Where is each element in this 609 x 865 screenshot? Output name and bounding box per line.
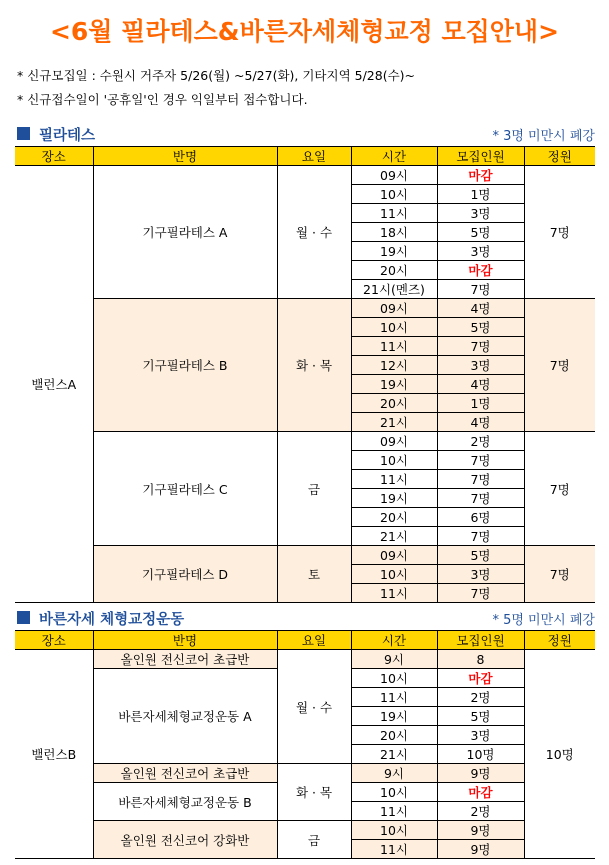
time-cell: 18시: [351, 223, 437, 242]
enrollment-cell: 마감: [437, 783, 524, 802]
pilates-table: [15, 146, 595, 603]
enrollment-cell: 5명: [437, 707, 524, 726]
time-cell: 20시: [351, 508, 437, 527]
time-cell: 11시: [351, 204, 437, 223]
time-cell: 11시: [351, 584, 437, 603]
table-row: [15, 299, 595, 318]
enrollment-cell: 7명: [437, 470, 524, 489]
time-cell: 09시: [351, 546, 437, 565]
col-header-venue: 장소: [15, 147, 93, 166]
enrollment-cell: 3명: [437, 565, 524, 584]
enrollment-cell: 마감: [437, 261, 524, 280]
enrollment-cell: 6명: [437, 508, 524, 527]
page-title: <6월 필라테스&바른자세체형교정 모집안내>: [49, 17, 560, 46]
venue-cell: 밸런스B: [15, 650, 93, 859]
enrollment-cell: 5명: [437, 223, 524, 242]
class-name-cell: 기구필라테스 D: [93, 546, 277, 603]
time-cell: 09시: [351, 299, 437, 318]
enrollment-cell: 5명: [437, 546, 524, 565]
class-name-cell: 바른자세체형교정운동 A: [93, 669, 277, 764]
capacity-cell: 7명: [524, 299, 595, 432]
class-name-cell: 올인원 전신코어 초급반: [93, 650, 277, 669]
enrollment-cell: 2명: [437, 688, 524, 707]
table-row: [15, 166, 595, 185]
col-header-class: 반명: [93, 147, 277, 166]
class-name-cell: 기구필라테스 A: [93, 166, 277, 299]
days-cell: 금: [277, 821, 351, 859]
enrollment-cell: 3명: [437, 204, 524, 223]
time-cell: 20시: [351, 261, 437, 280]
time-cell: 10시: [351, 185, 437, 204]
enrollment-cell: 2명: [437, 432, 524, 451]
col-header-days: 요일: [277, 631, 351, 650]
enrollment-cell: 9명: [437, 840, 524, 859]
col-header-class: 반명: [93, 631, 277, 650]
days-cell: 화 · 목: [277, 299, 351, 432]
col-header-time: 시간: [351, 147, 437, 166]
enrollment-cell: 4명: [437, 299, 524, 318]
cancellation-note: * 5명 미만시 폐강: [492, 613, 595, 628]
capacity-cell: 7명: [524, 546, 595, 603]
time-cell: 09시: [351, 166, 437, 185]
table-row: [15, 821, 595, 840]
time-cell: 10시: [351, 669, 437, 688]
section-title: 바른자세 체형교정운동: [39, 612, 185, 628]
enrollment-cell: 9명: [437, 821, 524, 840]
class-name-cell: 바른자세체형교정운동 B: [93, 783, 277, 821]
venue-cell: 밸런스A: [15, 166, 93, 603]
posture-table: [15, 630, 595, 859]
enrollment-cell: 3명: [437, 726, 524, 745]
table-row: [15, 650, 595, 669]
posture-section-header: [15, 608, 595, 628]
class-name-cell: 기구필라테스 C: [93, 432, 277, 546]
days-cell: 월 · 수: [277, 650, 351, 764]
time-cell: 09시: [351, 432, 437, 451]
time-cell: 11시: [351, 802, 437, 821]
time-cell: 21시(멘즈): [351, 280, 437, 299]
time-cell: 11시: [351, 688, 437, 707]
enrollment-cell: 8: [437, 650, 524, 669]
col-header-venue: 장소: [15, 631, 93, 650]
table-row: [15, 546, 595, 565]
class-name-cell: 올인원 전신코어 강화반: [93, 821, 277, 859]
col-header-enrollment: 모집인원: [437, 147, 524, 166]
table-row: [15, 432, 595, 451]
section-square-icon: [17, 127, 30, 140]
capacity-cell: 7명: [524, 166, 595, 299]
time-cell: 9시: [351, 764, 437, 783]
col-header-days: 요일: [277, 147, 351, 166]
time-cell: 11시: [351, 337, 437, 356]
time-cell: 19시: [351, 375, 437, 394]
enrollment-cell: 마감: [437, 166, 524, 185]
days-cell: 월 · 수: [277, 166, 351, 299]
col-header-enrollment: 모집인원: [437, 631, 524, 650]
recruit-date-note: * 신규모집일 : 수원시 거주자 5/26(월) ~5/27(화), 기타지역 5/28(수)~: [17, 68, 415, 83]
section-square-icon: [17, 611, 30, 624]
capacity-cell: 10명: [524, 650, 595, 859]
col-header-time: 시간: [351, 631, 437, 650]
time-cell: 9시: [351, 650, 437, 669]
time-cell: 10시: [351, 783, 437, 802]
class-name-cell: 올인원 전신코어 초급반: [93, 764, 277, 783]
col-header-capacity: 정원: [524, 631, 595, 650]
time-cell: 21시: [351, 413, 437, 432]
time-cell: 19시: [351, 489, 437, 508]
table-row: [15, 764, 595, 783]
enrollment-cell: 9명: [437, 764, 524, 783]
time-cell: 20시: [351, 726, 437, 745]
enrollment-cell: 3명: [437, 242, 524, 261]
enrollment-cell: 4명: [437, 375, 524, 394]
holiday-note: * 신규접수일이 '공휴일'인 경우 익일부터 접수합니다.: [17, 92, 308, 107]
time-cell: 10시: [351, 318, 437, 337]
capacity-cell: 7명: [524, 432, 595, 546]
enrollment-cell: 7명: [437, 584, 524, 603]
time-cell: 12시: [351, 356, 437, 375]
enrollment-cell: 1명: [437, 185, 524, 204]
enrollment-cell: 7명: [437, 527, 524, 546]
cancellation-note: * 3명 미만시 폐강: [492, 129, 595, 144]
class-name-cell: 기구필라테스 B: [93, 299, 277, 432]
time-cell: 21시: [351, 527, 437, 546]
col-header-capacity: 정원: [524, 147, 595, 166]
enrollment-cell: 4명: [437, 413, 524, 432]
enrollment-cell: 7명: [437, 451, 524, 470]
time-cell: 10시: [351, 451, 437, 470]
days-cell: 금: [277, 432, 351, 546]
time-cell: 10시: [351, 821, 437, 840]
enrollment-cell: 2명: [437, 802, 524, 821]
enrollment-cell: 7명: [437, 337, 524, 356]
time-cell: 10시: [351, 565, 437, 584]
time-cell: 11시: [351, 470, 437, 489]
enrollment-cell: 3명: [437, 356, 524, 375]
pilates-section-header: [15, 124, 595, 144]
time-cell: 21시: [351, 745, 437, 764]
time-cell: 19시: [351, 707, 437, 726]
enrollment-cell: 7명: [437, 489, 524, 508]
enrollment-cell: 1명: [437, 394, 524, 413]
days-cell: 화 · 목: [277, 764, 351, 821]
enrollment-cell: 마감: [437, 669, 524, 688]
time-cell: 11시: [351, 840, 437, 859]
enrollment-cell: 10명: [437, 745, 524, 764]
time-cell: 20시: [351, 394, 437, 413]
time-cell: 19시: [351, 242, 437, 261]
enrollment-cell: 7명: [437, 280, 524, 299]
section-title: 필라테스: [39, 128, 96, 144]
days-cell: 토: [277, 546, 351, 603]
enrollment-cell: 5명: [437, 318, 524, 337]
